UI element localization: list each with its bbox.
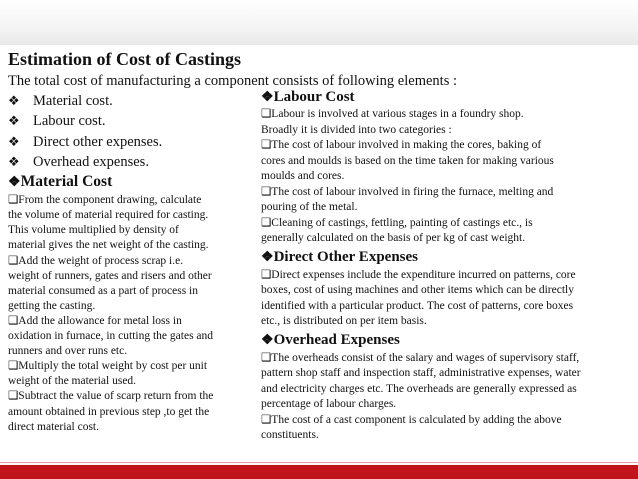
overhead-expenses-heading: ❖Overhead Expenses (261, 331, 400, 348)
text-line: material consumed as a part of process in (8, 284, 199, 297)
text-line: pattern shop staff and inspection staff, administrative expenses, water (261, 367, 581, 379)
text-line: ❑Labour is involved at various stages in a foundry shop. (261, 108, 524, 120)
list-item: ❖ Direct other expenses. (8, 133, 163, 150)
text-line: direct material cost. (8, 420, 100, 433)
material-cost-heading: ❖Material Cost (8, 173, 113, 191)
right-column (261, 88, 633, 444)
diamond-bullet-icon: ❖ (261, 249, 274, 265)
text-line: ❑The cost of a cast component is calculated by adding the above (261, 413, 562, 426)
text-line: pouring of the metal. (261, 201, 358, 213)
diamond-bullet-icon: ❖ (8, 175, 21, 191)
text-line: percentage of labour charges. (261, 398, 397, 410)
text-line: generally calculated on the basis of per kg of cast weight. (261, 232, 526, 244)
text-line: oxidation in furnace, in cutting the gates and (8, 330, 214, 343)
text-line: weight of runners, gates and risers and other (8, 269, 212, 282)
text-line: and electricity charges etc. The overheads are generally expressed as (261, 382, 577, 395)
diamond-bullet-icon: ❖ (8, 93, 20, 108)
text-line: ❑The cost of labour involved in making the cores, baking of (261, 139, 542, 151)
text-line: material gives the net weight of the casting. (8, 239, 209, 252)
footer-accent-bar (0, 465, 638, 479)
diamond-bullet-icon: ❖ (8, 113, 20, 129)
text-line: cores and moulds is based on the time taken for making various (261, 154, 554, 167)
diamond-bullet-icon: ❖ (261, 332, 274, 348)
text-line: ❑Direct expenses include the expenditure incurred on patterns, core (261, 268, 576, 281)
text-line: ❑Multiply the total weight by cost per unit (8, 360, 208, 373)
text-line: Broadly it is divided into two categories : (261, 123, 452, 136)
text-line: constituents. (261, 429, 319, 441)
text-line: the volume of material required for casting. (8, 209, 209, 222)
list-item: ❖ Overhead expenses. (8, 153, 149, 170)
text-line: etc., is distributed on per item basis. (261, 315, 427, 327)
list-item: ❖ Labour cost. (8, 113, 106, 130)
list-item: ❖ Material cost. (8, 93, 113, 109)
direct-other-expenses-body (261, 268, 633, 330)
overhead-expenses-body (261, 351, 633, 444)
text-line: ❑Add the weight of process scrap i.e. (8, 254, 184, 267)
text-line: ❑The cost of labour involved in firing the furnace, melting and (261, 185, 554, 198)
slide-subtitle: The total cost of manufacturing a component consists of following elements : (8, 73, 457, 89)
text-line: weight of the material used. (8, 375, 137, 388)
text-line: identified with a particular product. The cost of patterns, core boxes (261, 299, 574, 312)
text-line: ❑Subtract the value of scarp return from the (8, 390, 214, 403)
header-band (0, 0, 638, 45)
direct-other-expenses-heading: ❖Direct Other Expenses (261, 248, 418, 265)
text-line: amount obtained in previous step ,to get the (8, 405, 210, 418)
material-cost-body (8, 193, 260, 435)
cost-elements-list (8, 91, 260, 172)
left-column (8, 91, 260, 435)
text-line: ❑Cleaning of castings, fettling, painting of castings etc., is (261, 216, 533, 229)
slide-title: Estimation of Cost of Castings (8, 49, 242, 69)
diamond-bullet-icon: ❖ (8, 133, 20, 149)
text-line: runners and over runs etc. (8, 345, 128, 358)
text-line: getting the casting. (8, 299, 96, 312)
labour-cost-heading: ❖Labour Cost (261, 89, 355, 105)
diamond-bullet-icon: ❖ (261, 90, 274, 105)
text-line: ❑From the component drawing, calculate (8, 194, 202, 207)
text-line: moulds and cores. (261, 170, 345, 182)
text-line: This volume multiplied by density of (8, 224, 179, 237)
text-line: boxes, cost of using machines and other items which can be directly (261, 284, 574, 296)
text-line: ❑Add the allowance for metal loss in (8, 314, 182, 327)
footer-divider (0, 462, 638, 463)
text-line: ❑The overheads consist of the salary and wages of supervisory staff, (261, 351, 580, 364)
diamond-bullet-icon: ❖ (8, 153, 20, 169)
labour-cost-body (261, 107, 633, 247)
